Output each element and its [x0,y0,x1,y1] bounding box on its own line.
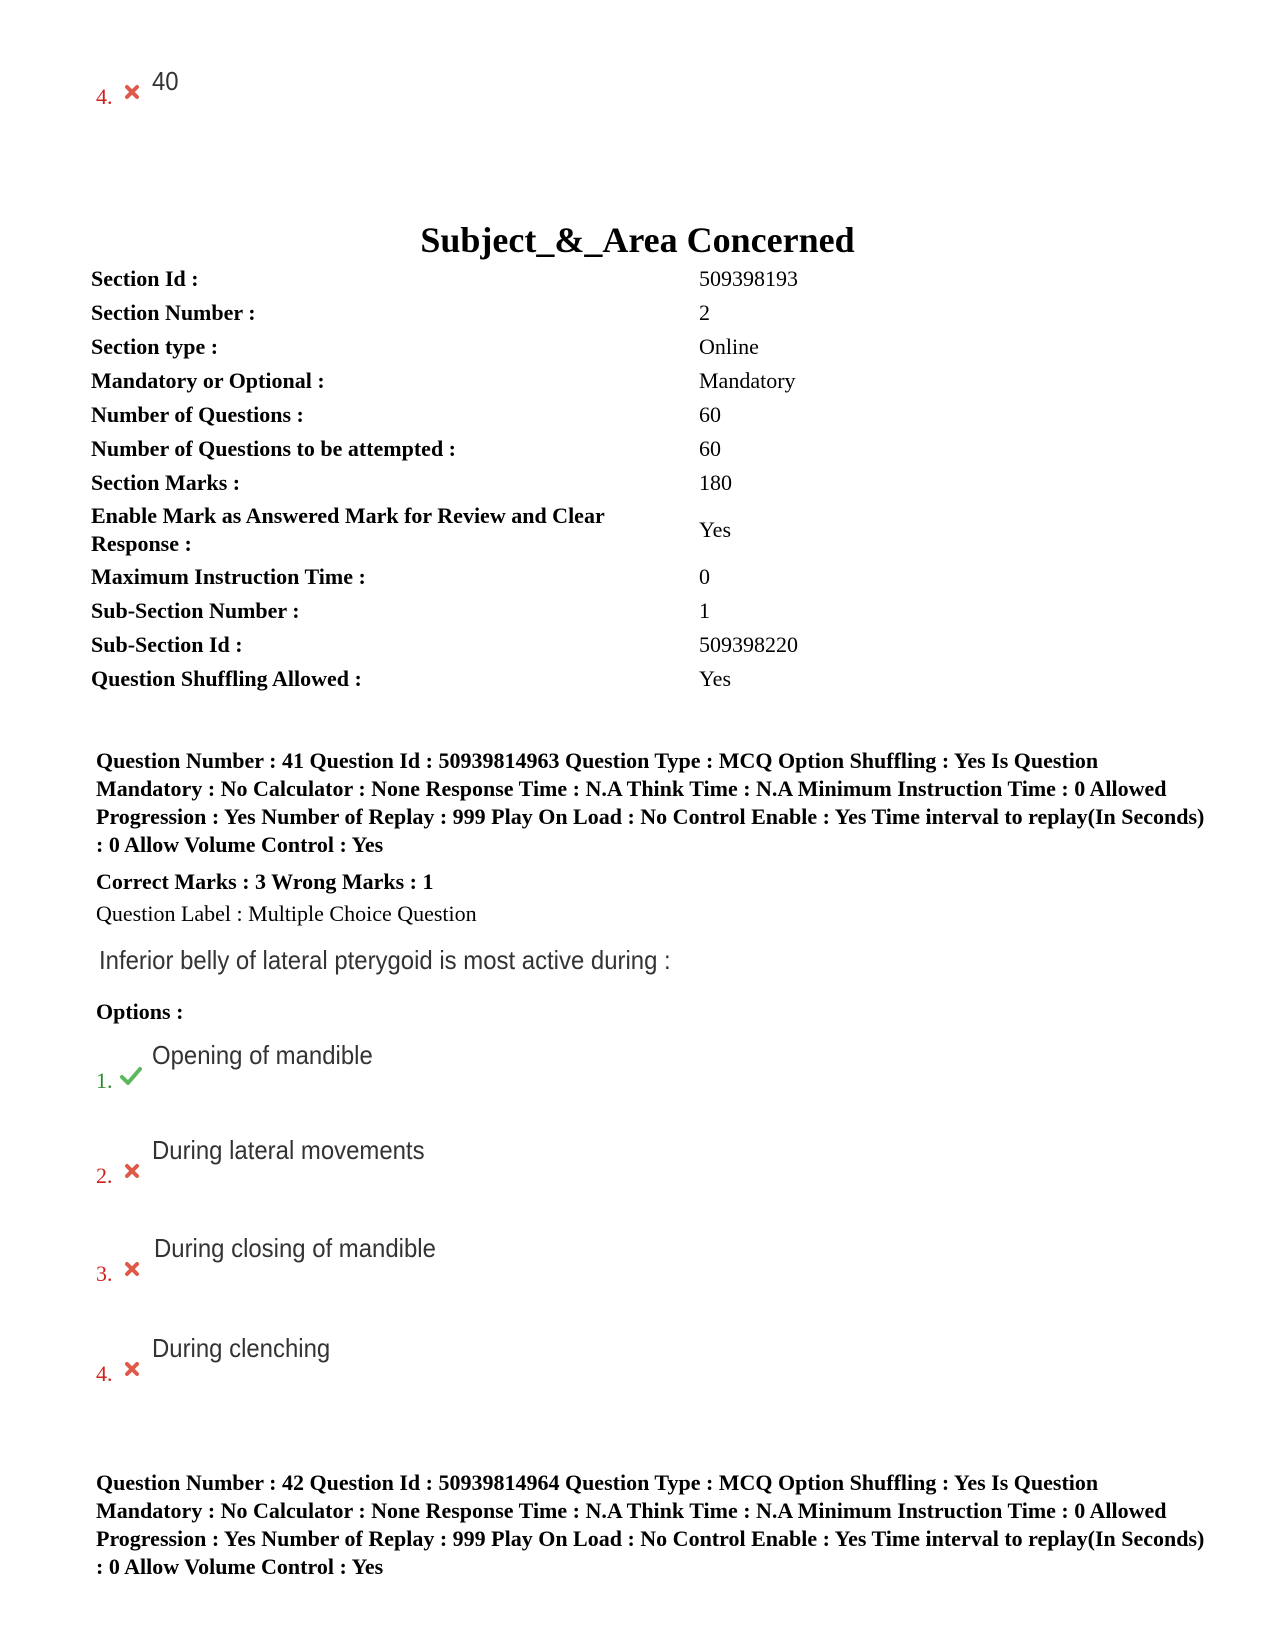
option-number: 3. [96,1261,113,1286]
option-number: 2. [96,1163,113,1188]
enable-mark-label: Enable Mark as Answered Mark for Review and Clear Response : [91,503,605,556]
section-type-label: Section type : [91,334,219,359]
option-number: 4. [96,1361,113,1386]
section-id-value: 509398193 [699,266,798,291]
enable-mark-value: Yes [699,517,732,542]
question-shuffling-value: Yes [699,666,732,691]
section-marks-label: Section Marks : [91,470,241,495]
max-instruction-time-value: 0 [699,564,710,589]
sub-section-number-label: Sub-Section Number : [91,598,300,623]
option-text: 40 [152,66,179,96]
sub-section-id-value: 509398220 [699,632,798,657]
option-number: 4. [96,84,113,109]
section-title: Subject_&_Area Concerned [420,220,855,260]
options-label: Options : [96,999,184,1024]
max-instruction-time-label: Maximum Instruction Time : [91,564,366,589]
option-text: During clenching [152,1333,331,1363]
question-41-meta: Question Number : 41 Question Id : 50939814963 Question Type : MCQ Option Shuffling : Yes Is Question Mandatory : No Calculator : None Response Time : N.A Think Time : N.A Minimum Instruction Time : 0 Allowed Progression : Yes Number of Replay : 999 Play On Load : No Control Enable : Yes Time interval to replay(In Seconds) : 0 Allow Volume Control : Yes [96,748,1205,857]
cross-icon [124,1163,140,1184]
section-number-value: 2 [699,300,710,325]
question-shuffling-label: Question Shuffling Allowed : [91,666,362,691]
question-42-meta: Question Number : 42 Question Id : 50939814964 Question Type : MCQ Option Shuffling : Yes Is Question Mandatory : No Calculator : None Response Time : N.A Think Time : N.A Minimum Instruction Time : 0 Allowed Progression : Yes Number of Replay : 999 Play On Load : No Control Enable : Yes Time interval to replay(In Seconds) : 0 Allow Volume Control : Yes [96,1470,1205,1579]
section-marks-value: 180 [699,470,732,495]
option-number: 1. [96,1068,113,1093]
num-questions-value: 60 [699,402,721,427]
check-icon [120,1066,142,1091]
cross-icon [124,1361,140,1382]
num-attempted-label: Number of Questions to be attempted : [91,436,457,461]
mandatory-label: Mandatory or Optional : [91,368,325,393]
option-text: Opening of mandible [152,1040,373,1070]
sub-section-id-label: Sub-Section Id : [91,632,243,657]
section-number-label: Section Number : [91,300,256,325]
num-attempted-value: 60 [699,436,721,461]
cross-icon [124,1261,140,1282]
sub-section-number-value: 1 [699,598,710,623]
section-id-label: Section Id : [91,266,199,291]
option-text: During closing of mandible [154,1233,436,1263]
cross-icon [124,84,140,105]
question-41-label: Question Label : Multiple Choice Question [96,901,477,926]
num-questions-label: Number of Questions : [91,402,304,427]
section-type-value: Online [699,334,759,359]
option-text: During lateral movements [152,1135,425,1165]
question-41-text: Inferior belly of lateral pterygoid is most active during : [99,945,671,975]
question-41-marks: Correct Marks : 3 Wrong Marks : 1 [96,869,434,894]
mandatory-value: Mandatory [699,368,796,393]
